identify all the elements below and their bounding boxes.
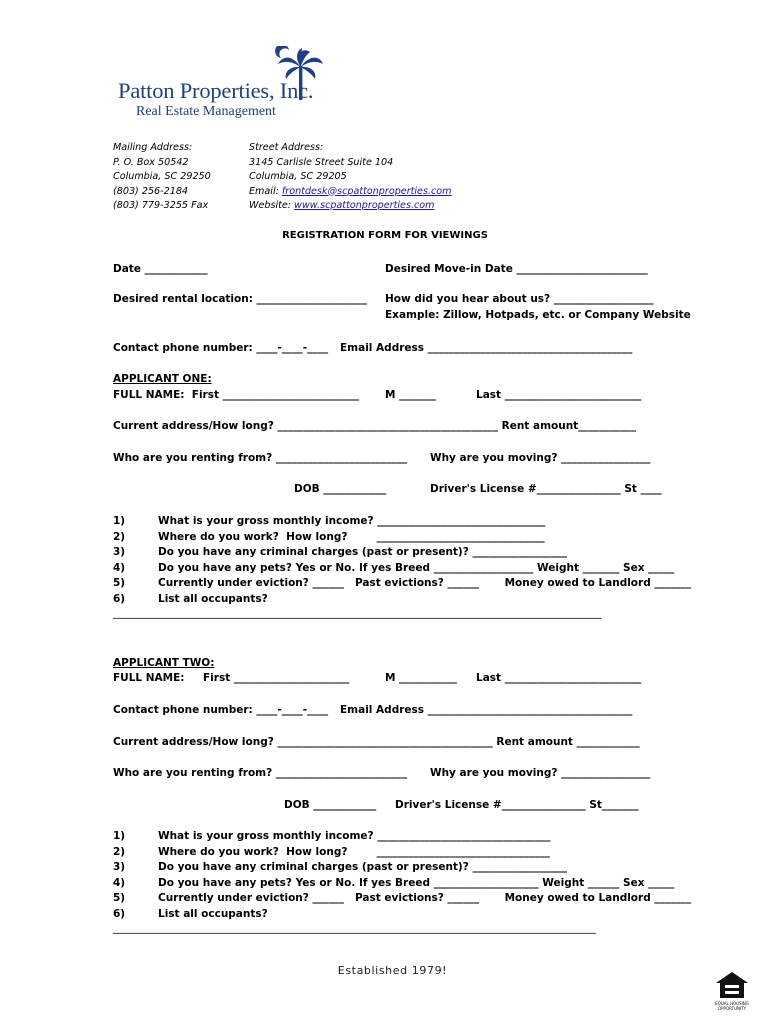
email-label: Email: (249, 185, 282, 197)
a2-q2-field[interactable]: Where do you work? How long? _________________________________ (158, 845, 550, 858)
email-link[interactable]: frontdesk@scpattonproperties.com (281, 185, 452, 197)
website-label: Website: (249, 200, 295, 211)
hear-about-example: Example: Zillow, Hotpads, etc. or Company Website (385, 309, 691, 321)
mailing-line2: Columbia, SC 29250 (113, 171, 211, 182)
a1-q4-field[interactable]: Do you have any pets? Yes or No. If yes Breed ___________________ Weight _______ Sex _____ (158, 561, 675, 574)
a2-q5-number: 5) (113, 892, 126, 904)
a1-first-name-field[interactable]: FULL NAME: First __________________________ (113, 389, 360, 401)
a2-q3-number: 3) (113, 861, 126, 873)
a2-dob-field[interactable]: DOB ____________ (284, 799, 377, 811)
applicant-two-heading: APPLICANT TWO: (113, 657, 215, 669)
email-address-field[interactable]: Email Address _______________________________________ (340, 342, 633, 354)
hear-about-field[interactable]: How did you hear about us? ___________________ (385, 293, 654, 305)
a1-q1-field[interactable]: What is your gross monthly income? ________________________________ (158, 515, 546, 527)
a2-q4-field[interactable]: Do you have any pets? Yes or No. If yes Breed ____________________ Weight ______ Sex _____ (158, 876, 675, 889)
a2-why-moving-field[interactable]: Why are you moving? _________________ (430, 767, 651, 779)
equal-housing-text: EQUAL HOUSING OPPORTUNITY (715, 1001, 749, 1011)
applicant-one-heading: APPLICANT ONE: (113, 373, 212, 385)
a1-q5-field[interactable]: Currently under eviction? ______ Past evictions? ______ Money owed to Landlord _______ (158, 577, 692, 589)
established-footer: Established 1979! (337, 964, 448, 977)
a1-address-field[interactable]: Current address/How long? __________________________________________ Rent amount___________ (113, 420, 636, 432)
email-line (249, 185, 452, 200)
a1-renting-from-field[interactable]: Who are you renting from? _________________________ (113, 452, 408, 464)
a1-occupants-line[interactable]: _____________________________________________________________________________________________ (113, 607, 602, 619)
a1-q5-number: 5) (113, 577, 126, 589)
equal-housing-icon (712, 970, 752, 1000)
a1-q2-field[interactable]: Where do you work? How long? ________________________________ (158, 530, 545, 543)
contact-phone-field[interactable]: Contact phone number: ____-____-____ (113, 342, 329, 354)
a2-full-name-label: FULL NAME: (113, 672, 185, 684)
a1-why-moving-field[interactable]: Why are you moving? _________________ (430, 452, 651, 464)
street-line2: Columbia, SC 29205 (249, 171, 347, 182)
a1-q6-label: List all occupants? (158, 592, 268, 605)
a1-dob-field[interactable]: DOB ____________ (294, 483, 387, 495)
a2-middle-field[interactable]: M ___________ (385, 672, 457, 684)
a2-q6-number: 6) (113, 907, 126, 920)
a1-license-field[interactable]: Driver's License #________________ St ____ (430, 483, 662, 495)
date-field[interactable]: Date ____________ (113, 263, 208, 275)
a1-q4-number: 4) (113, 561, 126, 574)
form-title: REGISTRATION FORM FOR VIEWINGS (282, 230, 488, 241)
a2-renting-from-field[interactable]: Who are you renting from? _________________________ (113, 767, 408, 779)
a2-occupants-line[interactable]: ____________________________________________________________________________________________ (113, 922, 596, 934)
a2-email-field[interactable]: Email Address _______________________________________ (340, 704, 633, 716)
a2-contact-phone-field[interactable]: Contact phone number: ____-____-____ (113, 704, 329, 716)
a1-middle-field[interactable]: M _______ (385, 389, 436, 401)
a2-q1-field[interactable]: What is your gross monthly income? _________________________________ (158, 830, 551, 842)
mailing-phone: (803) 256-2184 (113, 185, 189, 197)
a1-q3-field[interactable]: Do you have any criminal charges (past or present)? __________________ (158, 546, 567, 558)
a2-q1-number: 1) (113, 830, 126, 842)
a1-last-name-field[interactable]: Last __________________________ (476, 389, 642, 401)
a1-q6-number: 6) (113, 592, 126, 605)
a1-q2-number: 2) (113, 530, 126, 543)
street-line1: 3145 Carlisle Street Suite 104 (249, 156, 394, 168)
move-in-date-field[interactable]: Desired Move-in Date _________________________ (385, 263, 648, 275)
a2-q6-label: List all occupants? (158, 907, 268, 920)
a2-last-name-field[interactable]: Last __________________________ (476, 672, 642, 684)
a2-q4-number: 4) (113, 876, 126, 889)
a2-license-field[interactable]: Driver's License #________________ St_______ (395, 799, 639, 811)
rental-location-field[interactable]: Desired rental location: _____________________ (113, 293, 367, 305)
website-line (249, 199, 435, 214)
a1-q3-number: 3) (113, 546, 126, 558)
a2-address-field[interactable]: Current address/How long? _________________________________________ Rent amount ____________ (113, 736, 640, 748)
a2-first-name-field[interactable]: First ______________________ (203, 672, 350, 684)
company-tagline: Real Estate Management (136, 104, 276, 119)
a2-q3-field[interactable]: Do you have any criminal charges (past or present)? __________________ (158, 861, 567, 873)
a1-q1-number: 1) (113, 515, 126, 527)
street-heading: Street Address: (249, 142, 324, 153)
mailing-line1: P. O. Box 50542 (113, 156, 189, 168)
a2-q5-field[interactable]: Currently under eviction? ______ Past evictions? ______ Money owed to Landlord _______ (158, 892, 692, 904)
mailing-fax: (803) 779-3255 Fax (113, 200, 209, 211)
website-link[interactable]: www.scpattonproperties.com (294, 200, 435, 211)
a2-q2-number: 2) (113, 845, 126, 858)
mailing-heading: Mailing Address: (113, 142, 193, 153)
company-name: Patton Properties, Inc. (118, 78, 314, 103)
